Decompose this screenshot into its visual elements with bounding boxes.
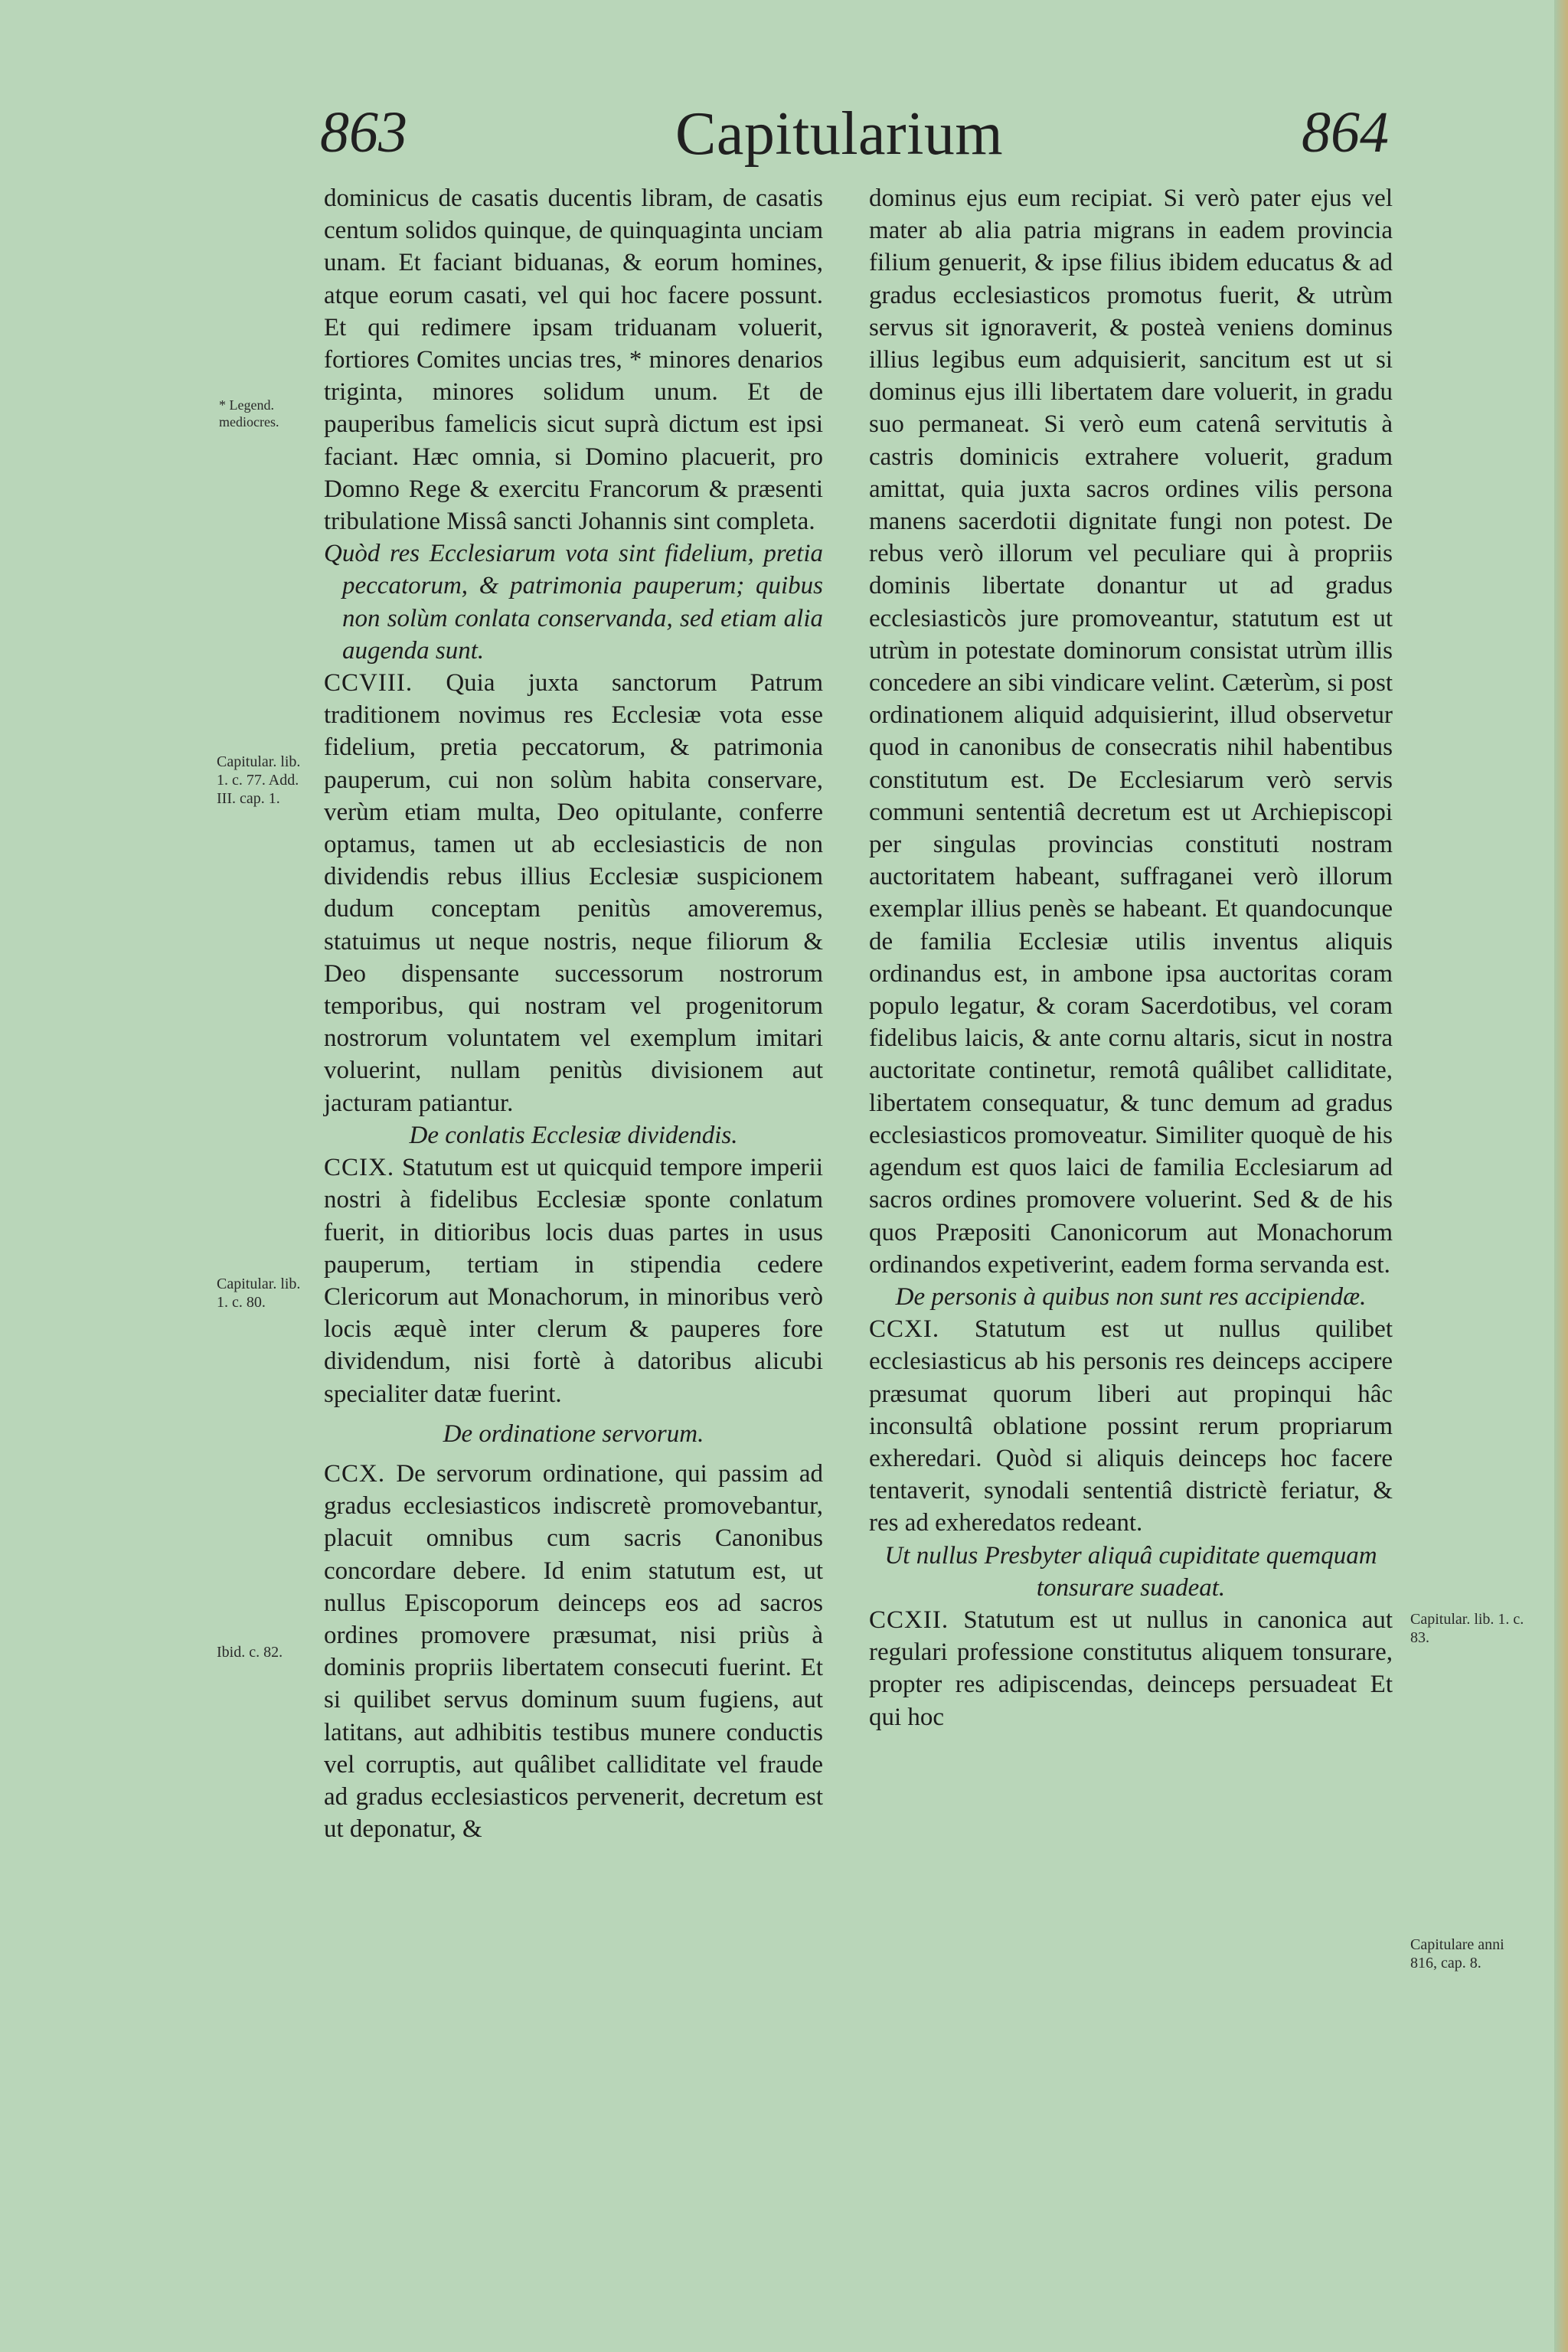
paragraph [869,1604,1393,1733]
paragraph [324,667,823,1119]
running-title: Capitularium [675,100,1004,168]
section-number: CCVIII. [324,669,413,697]
paragraph [324,1152,823,1410]
paragraph [324,1458,823,1845]
margin-note-ibid-82: Ibid. c. 82. [217,1644,283,1661]
section-heading: Ut nullus Presbyter aliquâ cupiditate quemquam tonsurare suadeat. [884,1541,1377,1602]
margin-note-capitular-77: Capitular. lib. 1. c. 77. Add. III. cap. 1. [217,753,301,807]
margin-note-capitular-83: Capitular. lib. 1. c. 83. [1410,1611,1524,1646]
left-column [324,182,823,1845]
right-page-number: 864 [1302,100,1389,165]
section-heading: De conlatis Ecclesiæ dividendis. [409,1121,738,1149]
section-number: CCXI. [869,1315,940,1344]
section-number: CCIX. [324,1154,395,1182]
section-heading: De personis à quibus non sunt res accipiendæ. [895,1282,1367,1311]
paragraph-text: Statutum est ut nullus in canonica aut regulari professione constitutus aliquem tonsurare, propter res adipiscendas, deinceps persuadeat Et qui hoc [869,1606,1393,1731]
section-heading: De ordinatione servorum. [443,1419,704,1448]
paragraph: dominus ejus eum recipiat. Si verò pater ejus vel mater ab alia patria migrans in eadem provincia filium genuerit, & ipse filius ibidem educatus & ad gradus ecclesiasticos promotus fuerit, & utrùm servus sit ignoraverit, & posteà veniens dominus illius legibus eum adquisierit, sancitum est ut si dominus ejus illi libertatem dare voluerit, in gradu suo permaneat. Si verò eum catenâ servitutis à castris dominicis extrahere voluerit, gradum amittat, quia juxta sacros ordines vilis persona manens sacerdotii dignitate fungi non potest. De rebus verò illorum vel peculiare qui à propriis dominis libertate donantur ut ad gradus ecclesiasticòs jure promoveantur, statutum est ut utrùm in potestate dominorum consistat utrùm illis concedere an sibi vindicare velint. Cæterùm, si post ordinationem aliquid adquisierint, illud observetur quod in canonibus de consecratis nihil habentibus constitutum est. De Ecclesiarum verò servis communi sententiâ decretum est ut Archiepiscopi per singulas provincias constituti nostram auctoritatem habeant, suffraganei verò illorum exemplar illius penès se habeant. Et quandocunque de familia Ecclesiæ utilis inventus aliquis ordinandus est, in ambone ipsa auctoritas coram populo legatur, & coram Sacerdotibus, vel coram fidelibus laicis, & ante cornu altaris, sicut in nostra auctoritate continetur, remotâ quâlibet calliditate, libertatem consequatur, & tunc demum ad gradus ecclesiasticos promoveatur. Similiter quoquè de his agendum est quos laici de familia Ecclesiarum ad sacros ordines promovere voluerint. Sed & de his quos Præpositi Canonicorum aut Monachorum ordinandos expetiverint, eadem forma servanda est. [869,185,1393,1279]
margin-note-legend: * Legend. mediocres. [219,397,279,430]
section-heading: Quòd res Ecclesiarum vota sint fidelium, pretia peccatorum, & patrimonia pauperum; quibus non solùm conlata conservanda, sed etiam alia augenda sunt. [324,540,823,665]
right-column [869,182,1393,1733]
page-edge [1554,0,1568,2352]
paragraph [869,1313,1393,1539]
paragraph: dominicus de casatis ducentis libram, de casatis centum solidos quinque, de quinquaginta unciam unam. Et faciant biduanas, & eorum homines, atque eorum casati, vel qui hoc facere possunt. Et qui redimere ipsam triduanam voluerit, fortiores Comites uncias tres, * minores denarios triginta, minores solidum unum. Et de pauperibus famelicis sicut suprà dictum est ipsi faciant. Hæc omnia, si Domino placuerit, pro Domno Rege & exercitu Francorum & præsenti tribulatione Missâ sancti Johannis sint completa. [324,185,823,536]
margin-note-capitulare-816: Capitulare anni 816, cap. 8. [1410,1936,1504,1971]
paragraph-text: Statutum est ut nullus quilibet ecclesiasticus ab his personis res deinceps accipere præsumat quorum liberi aut propinqui hâc inconsultâ oblatione possint rerum propriarum exheredari. Quòd si aliquis deinceps hoc facere tentaverit, synodali sententiâ districtè feriatur, & res ad exheredatos redeant. [869,1315,1393,1537]
section-number: CCXII. [869,1606,949,1634]
left-page-number: 863 [320,100,407,165]
paragraph-text: Statutum est ut quicquid tempore imperii nostri à fidelibus Ecclesiæ sponte conlatum fuerit, in ditioribus locis duas partes in usus pauperum, tertiam in stipendia cedere Clericorum aut Monachorum, in minoribus verò locis æquè inter clerum & pauperes fore dividendum, nisi fortè à datoribus alicubi specialiter datæ fuerint. [324,1154,823,1408]
section-number: CCX. [324,1459,386,1488]
margin-note-capitular-80: Capitular. lib. 1. c. 80. [217,1276,301,1311]
paragraph-text: De servorum ordinatione, qui passim ad gradus ecclesiasticos indiscretè promovebantur, placuit omnibus cum sacris Canonibus concordare debere. Id enim statutum est, ut nullus Episcoporum deinceps eos ad sacros ordines promovere præsumat, nisi priùs à dominis propriis libertatem consecuti fuerint. Et si quilibet servus dominum suum fugiens, aut latitans, aut adhibitis testibus munere conductis vel corruptis, aut quâlibet calliditate vel fraude ad gradus ecclesiasticos pervenerit, decretum est ut deponatur, & [324,1459,824,1844]
paragraph-text: Quia juxta sanctorum Patrum traditionem novimus res Ecclesiæ vota esse fidelium, pretia peccatorum, & patrimonia pauperum, cui non solùm habita conservare, verùm etiam multa, Deo opitulante, conferre optamus, tamen ut ab ecclesiasticis de non dividendis rebus illius Ecclesiæ suspicionem dudum conceptam penitùs amoveremus, statuimus ut neque nostris, neque filiorum & Deo dispensante successorum nostrorum temporibus, qui nostram vel progenitorum nostrorum voluntatem vel exemplum imitari voluerint, nullam penitùs divisionem aut jacturam patiantur. [324,669,823,1117]
